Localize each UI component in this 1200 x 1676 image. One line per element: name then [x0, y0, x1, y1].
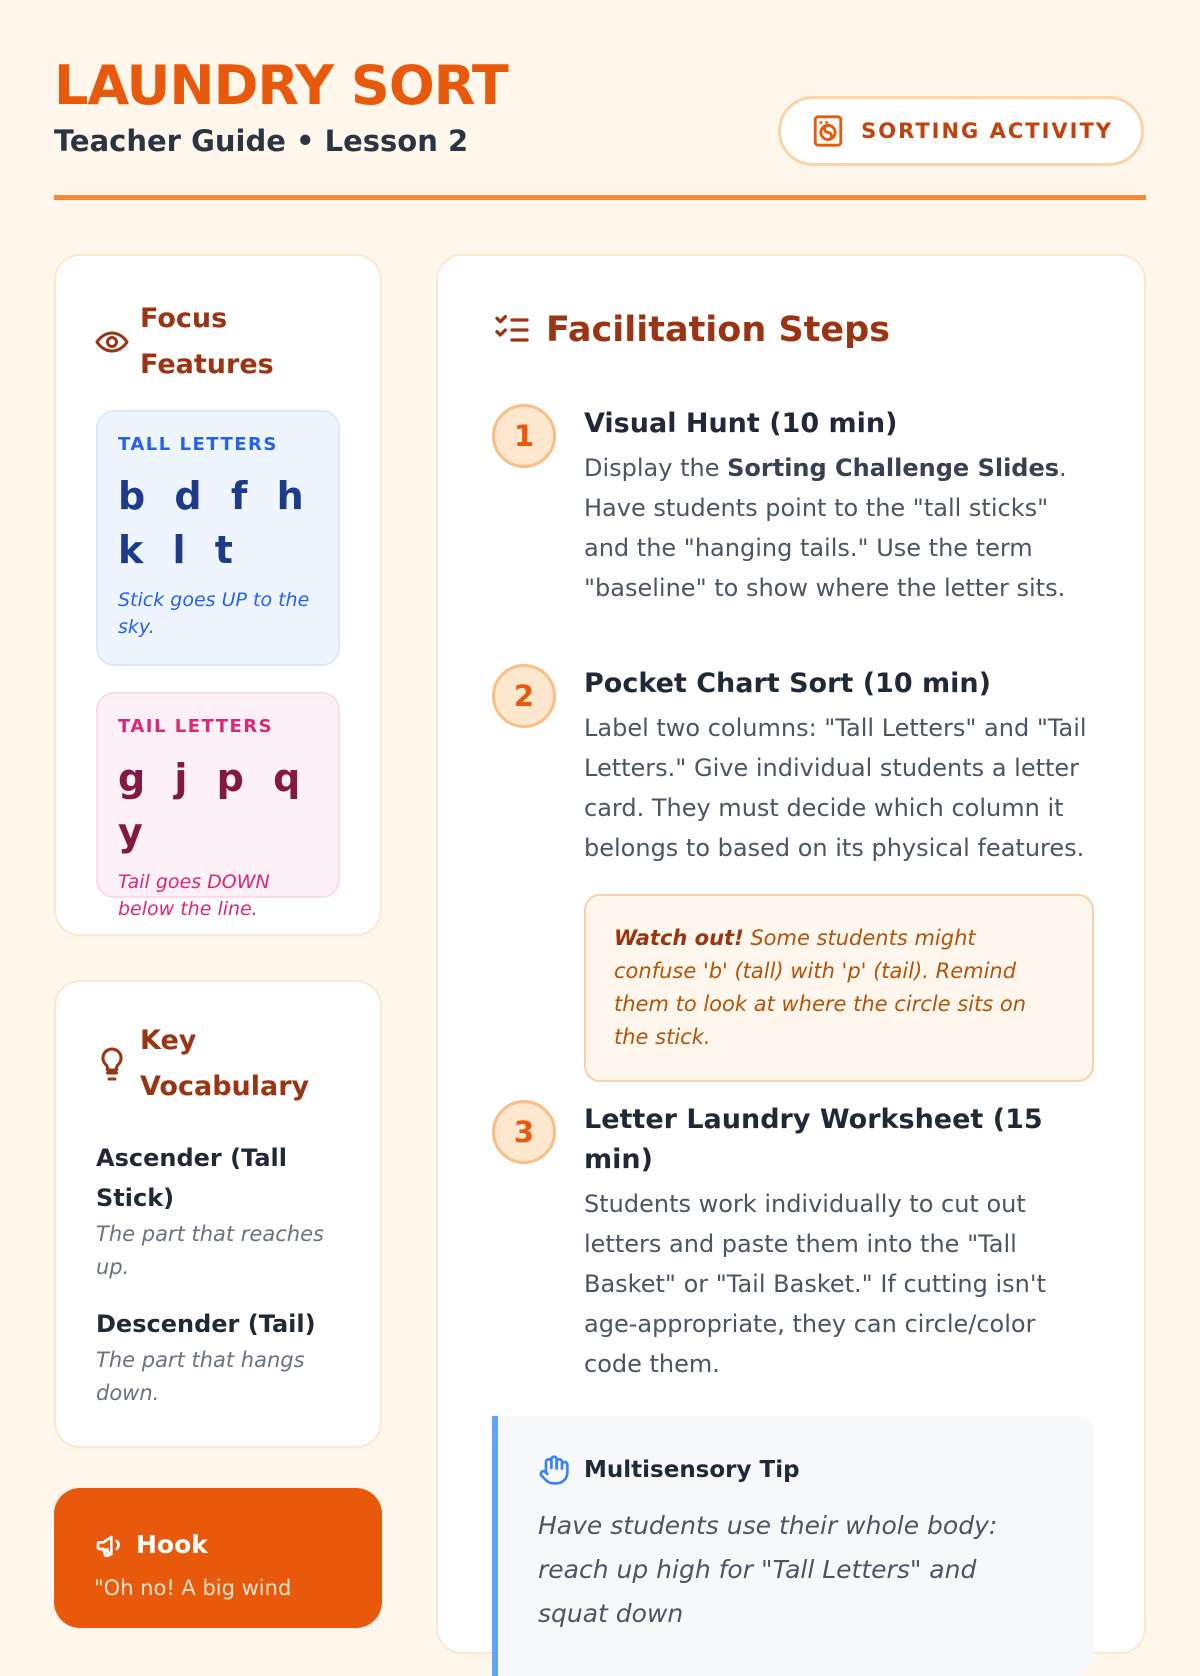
tall-letters-list: b d f h k l t	[118, 474, 308, 572]
step-number: 2	[492, 664, 556, 728]
tall-letters-note: Stick goes UP to the sky.	[118, 589, 310, 638]
step-title: Pocket Chart Sort (10 min)	[584, 668, 991, 699]
facilitation-steps-title: Facilitation Steps	[546, 310, 891, 350]
watch-out-callout: Watch out! Some students might confuse 'b' (tall) with 'p' (tail). Remind them to look at where the circle sits on the stick.	[584, 894, 1094, 1082]
hook-header	[94, 1522, 382, 1568]
tail-letters-note: Tail goes DOWN below the line.	[118, 871, 270, 920]
step-number: 3	[492, 1100, 556, 1164]
sorting-challenge-slides-ref: Sorting Challenge Slides	[727, 454, 1060, 482]
step-title: Visual Hunt (10 min)	[584, 408, 898, 439]
step-description: Display the Sorting Challenge Slides. Have students point to the "tall sticks" and the "hanging tails." Use the term "baseline" to show where the letter sits.	[584, 454, 1067, 602]
tail-letters-box	[96, 692, 340, 920]
tail-letters-list: g j p q y	[118, 756, 305, 854]
key-vocabulary-title: Key Vocabulary	[140, 1025, 310, 1102]
activity-badge-label: SORTING ACTIVITY	[861, 119, 1113, 143]
hook-text: "Oh no! A big wind	[94, 1576, 292, 1600]
key-vocabulary-card	[54, 980, 382, 1448]
step-description: Label two columns: "Tall Letters" and "Tail Letters." Give individual students a letter card. They must decide which column it belongs to based on its physical features.	[584, 714, 1087, 862]
hook-card	[54, 1488, 382, 1628]
step-title: Letter Laundry Worksheet (15 min)	[584, 1104, 1043, 1175]
multisensory-tip-text: Have students use their whole body: reach up high for "Tall Letters" and squat down	[538, 1511, 998, 1628]
vocabulary-term: Descender (Tail)	[96, 1310, 316, 1338]
vocabulary-list	[96, 1138, 340, 1410]
hand-icon	[538, 1454, 570, 1486]
hook-title: Hook	[136, 1530, 208, 1559]
eye-icon	[94, 324, 130, 360]
vocabulary-definition: The part that hangs down.	[96, 1348, 305, 1405]
facilitation-steps-header	[492, 310, 890, 350]
key-vocabulary-header	[94, 1018, 380, 1110]
tall-letters-caption: TALL LETTERS	[118, 434, 278, 455]
vocabulary-item	[96, 1304, 340, 1410]
focus-features-card	[54, 254, 382, 936]
vocabulary-item	[96, 1138, 340, 1284]
step-description: Students work individually to cut out letters and paste them into the "Tall Basket" or "Tail Basket." If cutting isn't age-appropriate, they can circle/color code them.	[584, 1190, 1046, 1378]
step-item	[492, 664, 1094, 1082]
focus-features-header	[94, 296, 380, 388]
step-number: 1	[492, 404, 556, 468]
page-title: LAUNDRY SORT	[54, 54, 508, 117]
watch-out-label: Watch out!	[614, 926, 744, 950]
page-subtitle: Teacher Guide • Lesson 2	[54, 124, 469, 158]
megaphone-icon	[94, 1529, 126, 1561]
facilitation-steps-card	[436, 254, 1146, 1654]
multisensory-tip-header	[538, 1454, 1054, 1486]
multisensory-tip	[492, 1416, 1094, 1676]
activity-badge	[778, 96, 1144, 166]
page-header	[54, 56, 1146, 200]
vocabulary-term: Ascender (Tall Stick)	[96, 1144, 287, 1212]
tail-letters-caption: TAIL LETTERS	[118, 716, 274, 737]
vocabulary-definition: The part that reaches up.	[96, 1222, 324, 1279]
multisensory-tip-title: Multisensory Tip	[584, 1457, 800, 1483]
checklist-icon	[492, 310, 532, 350]
lightbulb-icon	[94, 1046, 130, 1082]
step-item	[492, 1100, 1094, 1384]
focus-features-title: Focus Features	[140, 303, 274, 380]
step-item	[492, 404, 1094, 608]
tall-letters-box	[96, 410, 340, 666]
washing-machine-icon	[811, 114, 845, 148]
